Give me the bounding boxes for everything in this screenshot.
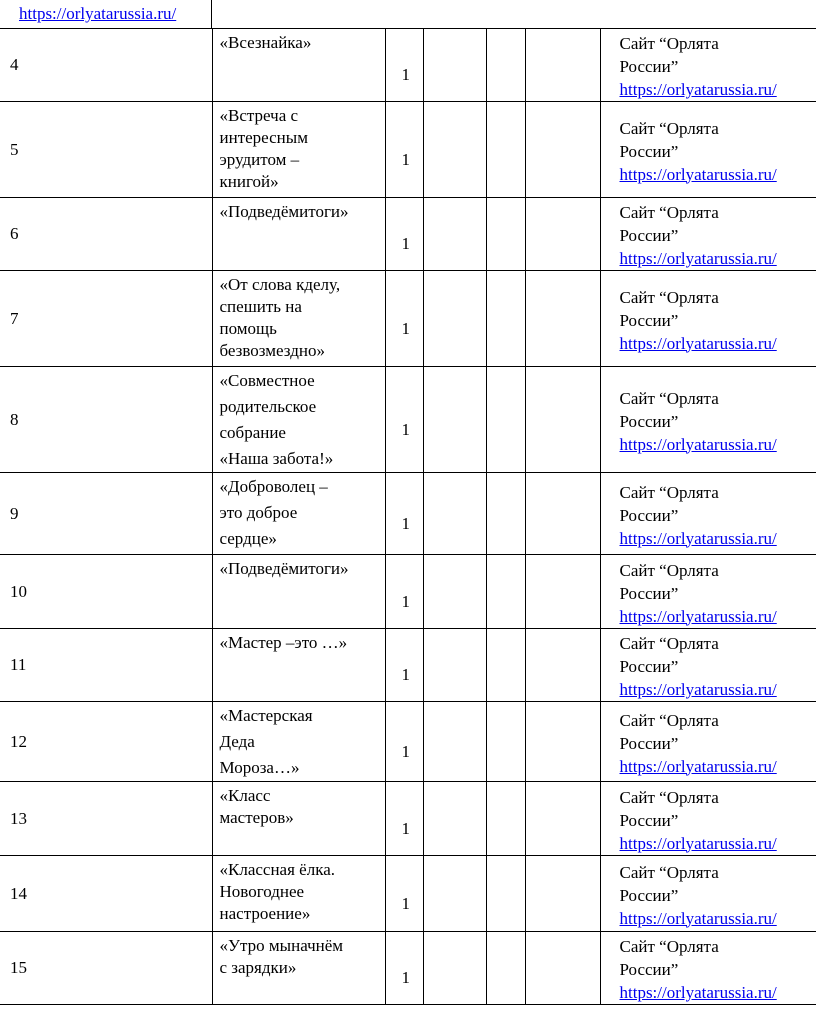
empty-cell bbox=[486, 932, 525, 1005]
row-number: 9 bbox=[0, 473, 212, 555]
hours-value: 1 bbox=[401, 818, 410, 838]
hours-cell bbox=[385, 367, 423, 473]
resource-line-2: России” bbox=[619, 226, 679, 245]
resource-cell bbox=[600, 782, 816, 856]
hours-cell bbox=[385, 473, 423, 555]
table-row bbox=[0, 555, 816, 629]
resource-cell bbox=[600, 856, 816, 932]
hours-value: 1 bbox=[401, 318, 410, 338]
resource-link[interactable]: https://orlyatarussia.ru/ bbox=[619, 833, 777, 853]
empty-cell bbox=[525, 782, 600, 856]
resource-cell bbox=[600, 702, 816, 782]
lesson-title: «Утро мыначнём с зарядки» bbox=[212, 932, 385, 1005]
resource-link[interactable]: https://orlyatarussia.ru/ bbox=[619, 606, 777, 626]
resource-line-2: России” bbox=[619, 885, 679, 905]
resource-line-1: Сайт “Орлята bbox=[619, 862, 719, 882]
lesson-title: «Класс мастеров» bbox=[212, 782, 385, 856]
row-number: 7 bbox=[0, 271, 212, 367]
resource-line-1: Сайт “Орлята bbox=[619, 787, 719, 807]
lesson-title: «Мастерская Деда Мороза…» bbox=[212, 702, 385, 782]
resource-link[interactable]: https://orlyatarussia.ru/ bbox=[619, 528, 777, 548]
hours-cell bbox=[385, 555, 423, 629]
table-row bbox=[0, 367, 816, 473]
resource-line-2: России” bbox=[619, 141, 679, 161]
table-row bbox=[0, 198, 816, 271]
top-resource-link[interactable]: https://orlyatarussia.ru/ bbox=[19, 4, 177, 23]
resource-cell bbox=[600, 271, 816, 367]
empty-cell bbox=[525, 856, 600, 932]
hours-value: 1 bbox=[401, 741, 410, 761]
empty-cell bbox=[423, 367, 486, 473]
hours-value: 1 bbox=[401, 149, 410, 169]
empty-cell bbox=[423, 782, 486, 856]
hours-cell bbox=[385, 271, 423, 367]
resource-link[interactable]: https://orlyatarussia.ru/ bbox=[619, 434, 777, 454]
hours-value: 1 bbox=[401, 968, 410, 987]
resource-line-2: России” bbox=[619, 310, 679, 330]
empty-cell bbox=[423, 29, 486, 102]
empty-cell bbox=[423, 198, 486, 271]
table-row bbox=[0, 932, 816, 1005]
table-row bbox=[0, 782, 816, 856]
empty-cell bbox=[525, 629, 600, 702]
resource-line-2: России” bbox=[619, 733, 679, 753]
hours-cell bbox=[385, 102, 423, 198]
resource-cell bbox=[600, 198, 816, 271]
table-row bbox=[0, 473, 816, 555]
empty-cell bbox=[486, 702, 525, 782]
row-number: 6 bbox=[0, 198, 212, 271]
hours-value: 1 bbox=[401, 513, 410, 533]
hours-cell bbox=[385, 702, 423, 782]
resource-link[interactable]: https://orlyatarussia.ru/ bbox=[619, 249, 777, 268]
empty-cell bbox=[486, 271, 525, 367]
row-number: 5 bbox=[0, 102, 212, 198]
lessons-table bbox=[0, 28, 816, 1005]
row-number: 8 bbox=[0, 367, 212, 473]
table-row bbox=[0, 856, 816, 932]
table-row bbox=[0, 629, 816, 702]
row-number: 12 bbox=[0, 702, 212, 782]
hours-cell bbox=[385, 198, 423, 271]
resource-line-1: Сайт “Орлята bbox=[619, 482, 719, 502]
resource-link[interactable]: https://orlyatarussia.ru/ bbox=[619, 80, 777, 99]
resource-line-2: России” bbox=[619, 57, 679, 76]
lesson-title: «Мастер –это …» bbox=[212, 629, 385, 702]
resource-cell bbox=[600, 29, 816, 102]
hours-cell bbox=[385, 856, 423, 932]
resource-cell bbox=[600, 555, 816, 629]
resource-line-1: Сайт “Орлята bbox=[619, 937, 719, 956]
resource-line-2: России” bbox=[619, 505, 679, 525]
empty-cell bbox=[525, 367, 600, 473]
row-number: 10 bbox=[0, 555, 212, 629]
row-number: 13 bbox=[0, 782, 212, 856]
table-row bbox=[0, 102, 816, 198]
hours-cell bbox=[385, 29, 423, 102]
resource-link[interactable]: https://orlyatarussia.ru/ bbox=[619, 983, 777, 1002]
hours-value: 1 bbox=[401, 65, 410, 84]
top-link-cell bbox=[0, 0, 212, 28]
resource-line-2: России” bbox=[619, 657, 679, 676]
empty-cell bbox=[486, 856, 525, 932]
row-number: 15 bbox=[0, 932, 212, 1005]
resource-line-1: Сайт “Орлята bbox=[619, 634, 719, 653]
hours-cell bbox=[385, 629, 423, 702]
empty-cell bbox=[525, 29, 600, 102]
lesson-title: «Подведёмитоги» bbox=[212, 555, 385, 629]
hours-cell bbox=[385, 782, 423, 856]
resource-line-1: Сайт “Орлята bbox=[619, 203, 719, 222]
empty-cell bbox=[525, 271, 600, 367]
empty-cell bbox=[486, 102, 525, 198]
empty-cell bbox=[486, 198, 525, 271]
resource-cell bbox=[600, 473, 816, 555]
resource-link[interactable]: https://orlyatarussia.ru/ bbox=[619, 333, 777, 353]
empty-cell bbox=[423, 702, 486, 782]
resource-cell bbox=[600, 932, 816, 1005]
resource-cell bbox=[600, 102, 816, 198]
empty-cell bbox=[525, 702, 600, 782]
lesson-title: «Совместное родительское собрание «Наша забота!» bbox=[212, 367, 385, 473]
hours-value: 1 bbox=[401, 893, 410, 913]
hours-value: 1 bbox=[401, 234, 410, 253]
empty-cell bbox=[525, 473, 600, 555]
empty-cell bbox=[423, 629, 486, 702]
empty-cell bbox=[423, 932, 486, 1005]
resource-line-2: России” bbox=[619, 411, 679, 431]
row-number: 14 bbox=[0, 856, 212, 932]
empty-cell bbox=[423, 473, 486, 555]
empty-cell bbox=[486, 782, 525, 856]
table-row bbox=[0, 702, 816, 782]
hours-value: 1 bbox=[401, 665, 410, 684]
row-number: 11 bbox=[0, 629, 212, 702]
hours-value: 1 bbox=[401, 419, 410, 439]
lesson-title: «Подведёмитоги» bbox=[212, 198, 385, 271]
empty-cell bbox=[486, 629, 525, 702]
table-row bbox=[0, 29, 816, 102]
resource-link[interactable]: https://orlyatarussia.ru/ bbox=[619, 908, 777, 928]
empty-cell bbox=[486, 367, 525, 473]
resource-line-2: России” bbox=[619, 810, 679, 830]
empty-cell bbox=[486, 555, 525, 629]
resource-link[interactable]: https://orlyatarussia.ru/ bbox=[619, 164, 777, 184]
empty-cell bbox=[486, 29, 525, 102]
empty-cell bbox=[486, 473, 525, 555]
empty-cell bbox=[525, 932, 600, 1005]
resource-line-2: России” bbox=[619, 960, 679, 979]
resource-line-1: Сайт “Орлята bbox=[619, 388, 719, 408]
resource-line-1: Сайт “Орлята bbox=[619, 34, 719, 53]
hours-value: 1 bbox=[401, 591, 410, 611]
lesson-title: «Классная ёлка. Новогоднее настроение» bbox=[212, 856, 385, 932]
resource-cell bbox=[600, 629, 816, 702]
resource-cell bbox=[600, 367, 816, 473]
resource-line-1: Сайт “Орлята bbox=[619, 118, 719, 138]
resource-link[interactable]: https://orlyatarussia.ru/ bbox=[619, 680, 777, 699]
resource-line-2: России” bbox=[619, 583, 679, 603]
lesson-title: «Доброволец – это доброе сердце» bbox=[212, 473, 385, 555]
lesson-title: «Встреча с интересным эрудитом – книгой» bbox=[212, 102, 385, 198]
empty-cell bbox=[423, 555, 486, 629]
empty-cell bbox=[525, 555, 600, 629]
table-row bbox=[0, 271, 816, 367]
resource-line-1: Сайт “Орлята bbox=[619, 287, 719, 307]
row-number: 4 bbox=[0, 29, 212, 102]
empty-cell bbox=[525, 198, 600, 271]
resource-line-1: Сайт “Орлята bbox=[619, 560, 719, 580]
empty-cell bbox=[423, 102, 486, 198]
hours-cell bbox=[385, 932, 423, 1005]
empty-cell bbox=[525, 102, 600, 198]
lesson-title: «Всезнайка» bbox=[212, 29, 385, 102]
resource-link[interactable]: https://orlyatarussia.ru/ bbox=[619, 756, 777, 776]
empty-cell bbox=[423, 856, 486, 932]
empty-cell bbox=[423, 271, 486, 367]
lesson-title: «От слова кделу, спешить на помощь безвозмездно» bbox=[212, 271, 385, 367]
resource-line-1: Сайт “Орлята bbox=[619, 710, 719, 730]
